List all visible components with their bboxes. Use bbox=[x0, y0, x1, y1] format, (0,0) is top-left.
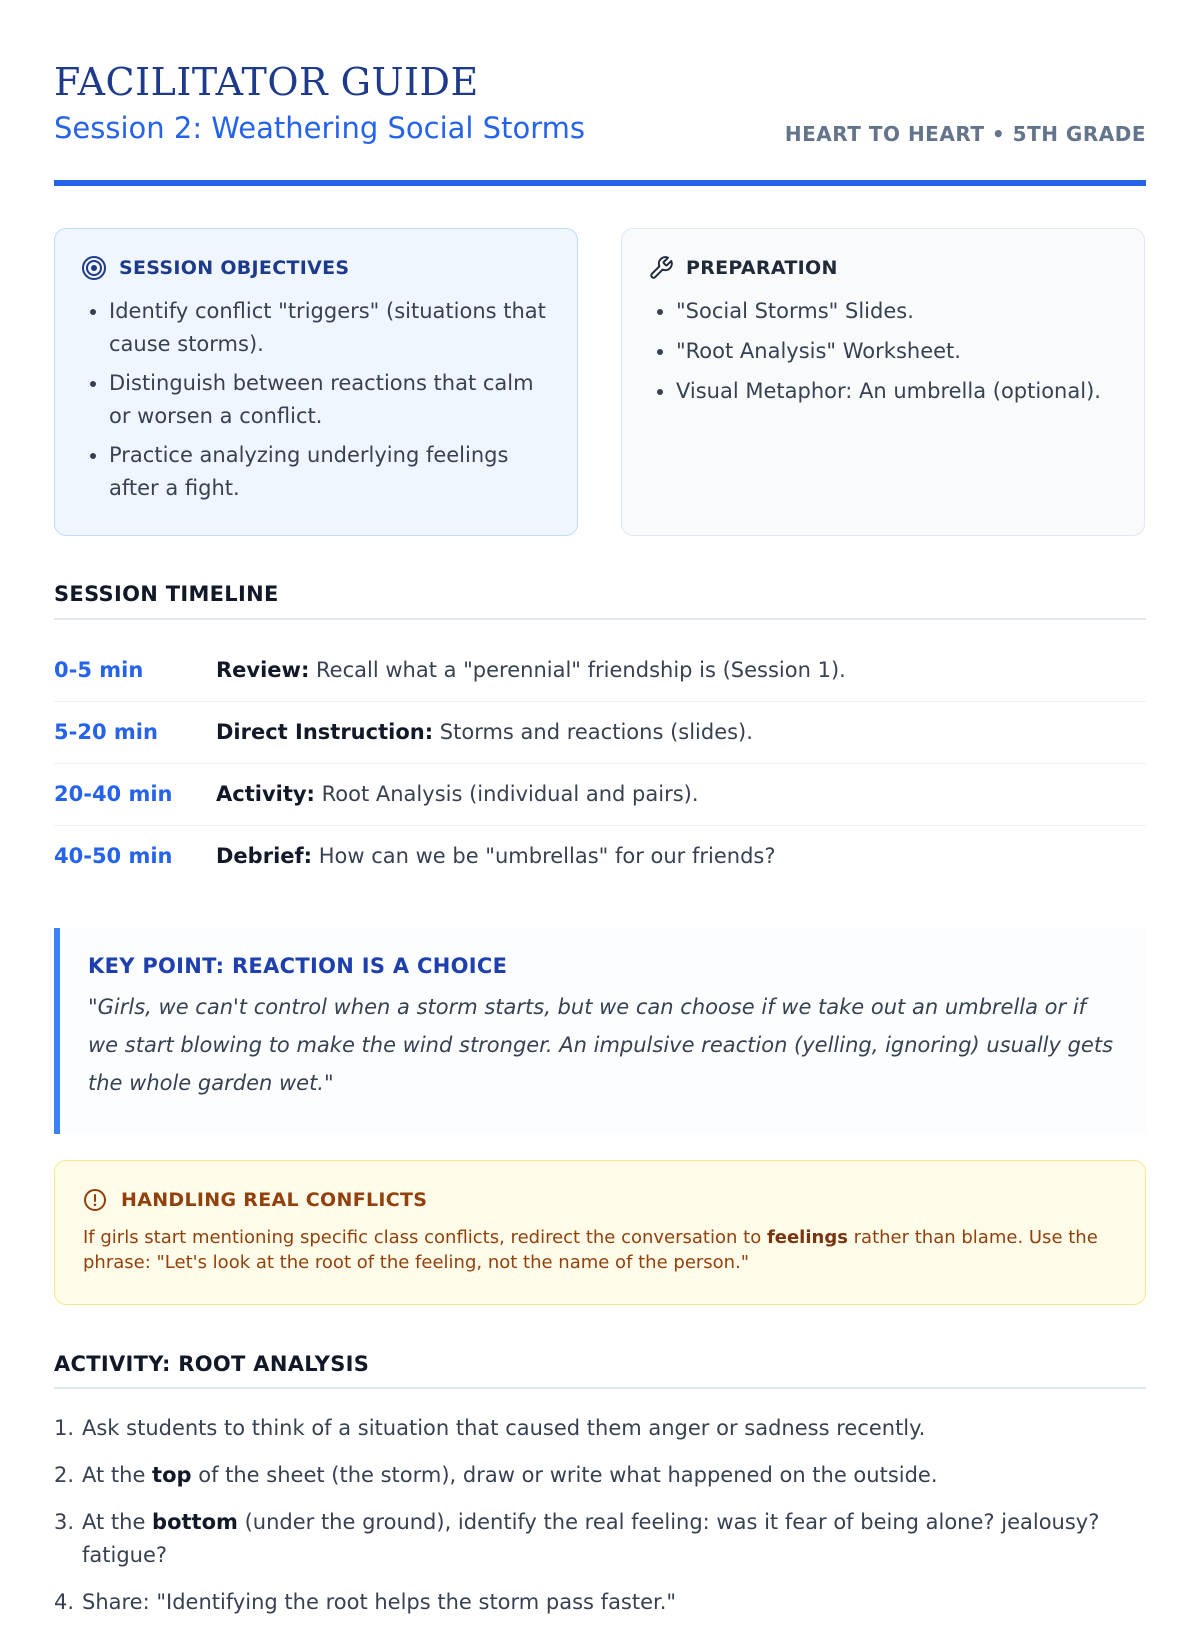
timeline-time: 0-5 min bbox=[54, 658, 144, 682]
warning-text bbox=[83, 1225, 1117, 1275]
header-divider bbox=[54, 180, 1146, 186]
timeline-text: Root Analysis (individual and pairs). bbox=[314, 782, 699, 806]
activity-divider bbox=[54, 1387, 1146, 1389]
timeline-row bbox=[54, 702, 1146, 764]
timeline-text: Recall what a "perennial" friendship is (Session 1). bbox=[309, 658, 846, 682]
step-number: 1. bbox=[54, 1416, 75, 1440]
warning-text-part: If girls start mentioning specific class conflicts, redirect the conversation to bbox=[83, 1227, 767, 1248]
timeline-row bbox=[54, 764, 1146, 826]
session-subtitle: Session 2: Weathering Social Storms bbox=[54, 111, 585, 145]
step-text: Share: "Identifying the root helps the storm pass faster." bbox=[82, 1590, 677, 1614]
target-icon bbox=[81, 255, 107, 281]
timeline-row bbox=[54, 640, 1146, 702]
conflict-warning-box bbox=[54, 1160, 1146, 1305]
warning-emphasis: feelings bbox=[766, 1227, 848, 1248]
objective-item: • Identify conflict "triggers" (situations that cause storms). bbox=[109, 295, 551, 361]
key-point-title: KEY POINT: REACTION IS A CHOICE bbox=[88, 954, 508, 978]
activity-step bbox=[54, 1586, 1146, 1619]
timeline-text: How can we be "umbrellas" for our friends? bbox=[312, 844, 776, 868]
timeline-divider bbox=[54, 618, 1146, 620]
activity-step bbox=[54, 1459, 1146, 1492]
step-text: (under the ground), identify the real feeling: was it fear of being alone? jealousy? fatigue? bbox=[82, 1510, 1100, 1567]
warning-heading bbox=[83, 1187, 1117, 1213]
session-timeline bbox=[54, 640, 1146, 887]
alert-circle-icon bbox=[83, 1188, 107, 1212]
timeline-label: Debrief: bbox=[216, 844, 313, 868]
timeline-label: Direct Instruction: bbox=[216, 720, 434, 744]
timeline-description bbox=[216, 782, 699, 806]
timeline-description bbox=[216, 720, 753, 744]
step-text: At the bbox=[82, 1510, 153, 1534]
objective-item: • Distinguish between reactions that calm or worsen a conflict. bbox=[109, 367, 551, 433]
timeline-description bbox=[216, 658, 846, 682]
objectives-card bbox=[54, 228, 578, 536]
preparation-card bbox=[621, 228, 1145, 536]
preparation-item: • "Social Storms" Slides. bbox=[676, 295, 1118, 328]
activity-step bbox=[54, 1412, 1146, 1445]
key-point-callout bbox=[54, 928, 1146, 1134]
step-text: of the sheet (the storm), draw or write what happened on the outside. bbox=[191, 1463, 938, 1487]
key-point-quote: "Girls, we can't control when a storm starts, but we can choose if we take out an umbrella or if we start blowing to make the wind stronger. An impulsive reaction (yelling, ignoring) usually gets the whole garden wet." bbox=[88, 995, 1114, 1095]
preparation-list bbox=[648, 295, 1118, 408]
timeline-row bbox=[54, 826, 1146, 887]
preparation-item: • "Root Analysis" Worksheet. bbox=[676, 335, 1118, 368]
step-number: 3. bbox=[54, 1510, 75, 1534]
timeline-heading: SESSION TIMELINE bbox=[54, 582, 279, 606]
step-number: 4. bbox=[54, 1590, 75, 1614]
step-emphasis: top bbox=[152, 1463, 192, 1487]
step-text: At the bbox=[82, 1463, 153, 1487]
timeline-text: Storms and reactions (slides). bbox=[433, 720, 753, 744]
page-title: FACILITATOR GUIDE bbox=[54, 60, 479, 104]
timeline-label: Review: bbox=[216, 658, 310, 682]
preparation-item: • Visual Metaphor: An umbrella (optional). bbox=[676, 375, 1118, 408]
preparation-title: PREPARATION bbox=[686, 257, 838, 279]
page-header bbox=[54, 58, 1146, 148]
warning-text-part: rather than blame. Use the phrase: "Let's look at the root of the feeling, not the name of the person." bbox=[83, 1227, 1098, 1273]
timeline-time: 5-20 min bbox=[54, 720, 158, 744]
activity-step bbox=[54, 1506, 1146, 1572]
activity-heading: ACTIVITY: ROOT ANALYSIS bbox=[54, 1352, 370, 1376]
objectives-title: SESSION OBJECTIVES bbox=[119, 257, 350, 279]
timeline-time: 40-50 min bbox=[54, 844, 173, 868]
preparation-heading bbox=[648, 255, 1118, 281]
wrench-icon bbox=[648, 255, 674, 281]
timeline-label: Activity: bbox=[216, 782, 315, 806]
objectives-list bbox=[81, 295, 551, 505]
step-text: Ask students to think of a situation that caused them anger or sadness recently. bbox=[82, 1416, 926, 1440]
activity-steps bbox=[54, 1412, 1146, 1633]
timeline-time: 20-40 min bbox=[54, 782, 173, 806]
warning-title: HANDLING REAL CONFLICTS bbox=[121, 1189, 428, 1211]
timeline-description bbox=[216, 844, 776, 868]
step-emphasis: bottom bbox=[152, 1510, 238, 1534]
step-number: 2. bbox=[54, 1463, 75, 1487]
objective-item: • Practice analyzing underlying feelings after a fight. bbox=[109, 439, 551, 505]
program-label: HEART TO HEART • 5TH GRADE bbox=[784, 122, 1146, 146]
objectives-heading bbox=[81, 255, 551, 281]
